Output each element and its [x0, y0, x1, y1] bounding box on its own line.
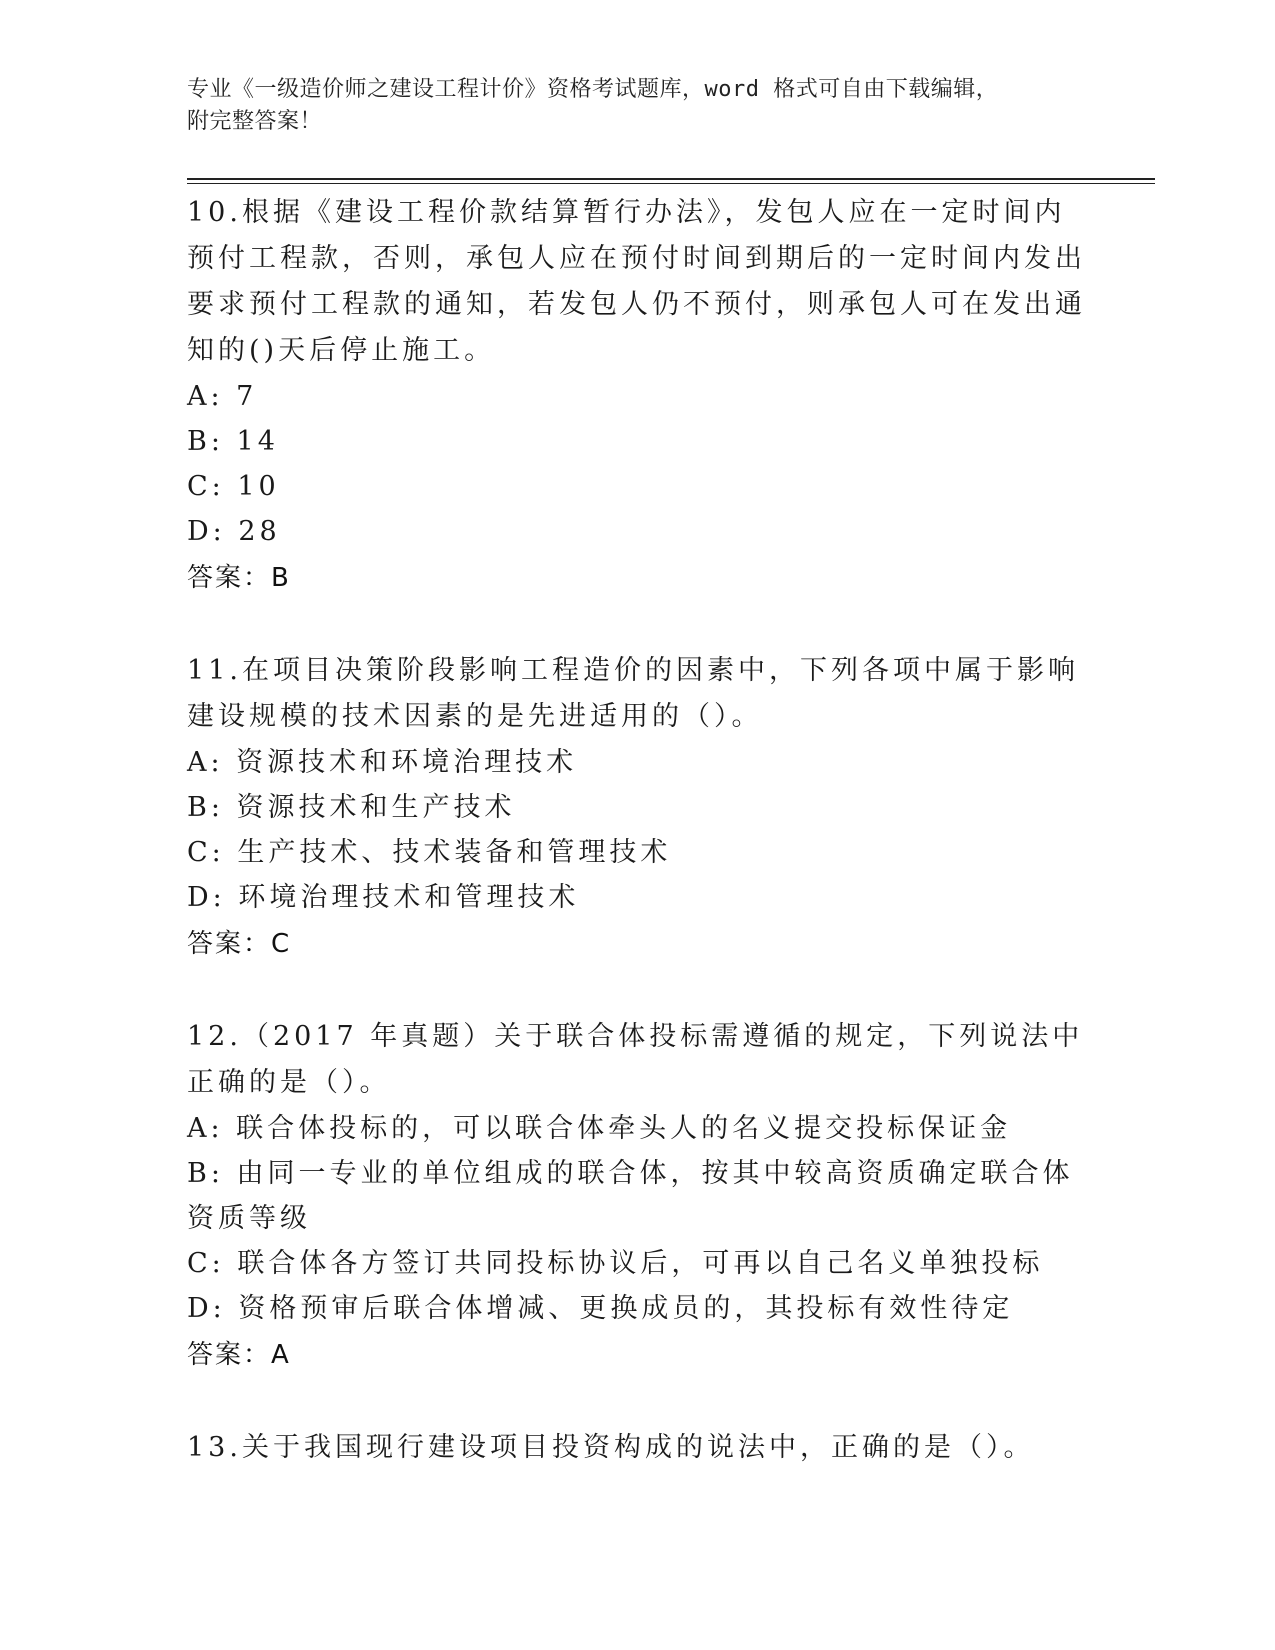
header-line-2: 附完整答案！ [187, 109, 323, 134]
option-b: B: 14 [187, 426, 279, 457]
option-a: A: 资源技术和环境治理技术 [187, 747, 578, 778]
option-d: D: 环境治理技术和管理技术 [187, 882, 580, 913]
answer: 答案：B [187, 563, 291, 593]
option-a: A: 联合体投标的，可以联合体牵头人的名义提交投标保证金 [187, 1113, 1012, 1144]
option-a: A: 7 [187, 381, 258, 412]
option-b: B: 由同一专业的单位组成的联合体，按其中较高资质确定联合体资质等级 [187, 1158, 1074, 1234]
question-stem: 13.关于我国现行建设项目投资构成的说法中，正确的是（）。 [187, 1432, 1035, 1463]
question-11 [187, 648, 1087, 968]
header-divider [187, 178, 1155, 184]
option-c: C: 联合体各方签订共同投标协议后，可再以自己名义单独投标 [187, 1248, 1044, 1279]
question-stem: 12.（2017 年真题）关于联合体投标需遵循的规定，下列说法中正确的是（）。 [187, 1021, 1084, 1098]
option-d: D: 资格预审后联合体增减、更换成员的，其投标有效性待定 [187, 1293, 1014, 1324]
header-line-1: 专业《一级造价师之建设工程计价》资格考试题库，word 格式可自由下载编辑， [187, 77, 999, 102]
option-d: D: 28 [187, 516, 281, 547]
question-list [187, 190, 1087, 1517]
question-stem: 11.在项目决策阶段影响工程造价的因素中，下列各项中属于影响建设规模的技术因素的是先进适用的（）。 [187, 655, 1079, 732]
option-c: C: 生产技术、技术装备和管理技术 [187, 837, 672, 868]
question-12 [187, 1014, 1087, 1379]
answer: 答案：A [187, 1340, 291, 1370]
option-c: C: 10 [187, 471, 280, 502]
document-header [187, 74, 1087, 138]
question-stem: 10.根据《建设工程价款结算暂行办法》，发包人应在一定时间内预付工程款，否则，承包人应在预付时间到期后的一定时间内发出要求预付工程款的通知，若发包人仍不预付，则承包人可在发出通知的()天后停止施工。 [187, 197, 1086, 366]
question-10 [187, 190, 1087, 602]
option-b: B: 资源技术和生产技术 [187, 792, 516, 823]
question-13 [187, 1425, 1087, 1471]
answer: 答案：C [187, 929, 292, 959]
